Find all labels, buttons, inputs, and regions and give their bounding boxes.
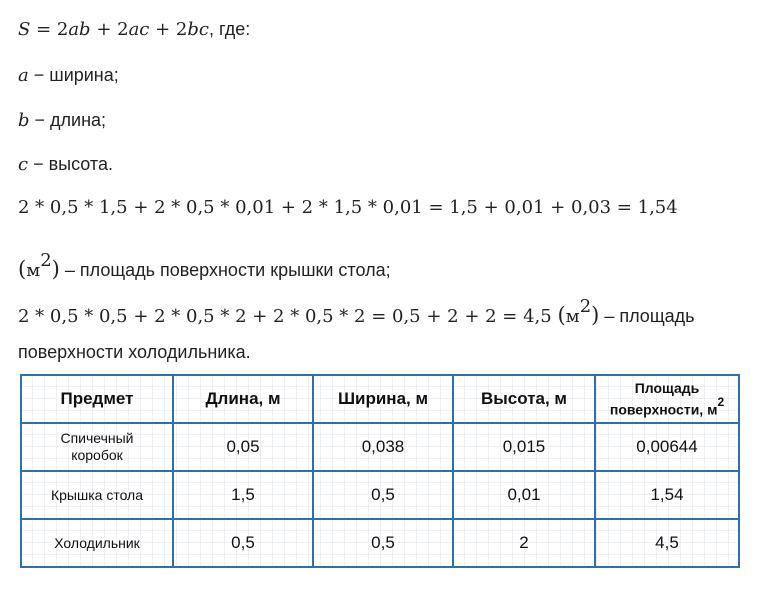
cell-name bbox=[21, 423, 173, 471]
var-b: b bbox=[18, 110, 30, 131]
table-header-row bbox=[21, 375, 739, 423]
cell-area: 0,00644 bbox=[595, 423, 739, 471]
header-height: Высота, м bbox=[453, 375, 595, 423]
cell-area: 1,54 bbox=[595, 471, 739, 519]
table-row bbox=[21, 423, 739, 471]
var-a: a bbox=[18, 65, 29, 86]
cell-name-line1: Спичечный bbox=[60, 430, 134, 446]
cell-name: Крышка стола bbox=[21, 471, 173, 519]
data-table-wrapper bbox=[20, 374, 738, 568]
def-a-text: − ширина; bbox=[28, 65, 119, 85]
calc-table-top: 2 * 0,5 * 1,5 + 2 * 0,5 * 0,01 + 2 * 1,5 * 0,01 = 1,5 + 0,01 + 0,03 = 1,54 bbox=[18, 197, 678, 218]
unit-exp: 2 bbox=[40, 250, 52, 271]
header-area bbox=[595, 375, 739, 423]
header-width: Ширина, м bbox=[313, 375, 453, 423]
cell-length: 0,5 bbox=[173, 519, 313, 567]
cell-width: 0,038 bbox=[313, 423, 453, 471]
unit-line-text: – площадь поверхности крышки стола; bbox=[59, 260, 391, 280]
data-table bbox=[20, 374, 740, 568]
var-ac: ac bbox=[128, 19, 150, 40]
calc-fridge-text: – площадь bbox=[599, 306, 695, 326]
cell-name-line2: коробок bbox=[71, 447, 123, 463]
cell-height: 0,01 bbox=[453, 471, 595, 519]
unit-m-2: м bbox=[565, 306, 580, 327]
paren-close-2: ) bbox=[591, 303, 600, 327]
header-area-line1: Площадь bbox=[634, 379, 700, 396]
header-area-line2: поверхности, м bbox=[609, 401, 718, 418]
formula-eq: = 2 bbox=[30, 19, 69, 40]
calc-fridge-continuation: поверхности холодильника. bbox=[18, 342, 251, 362]
cell-width: 0,5 bbox=[313, 471, 453, 519]
cell-height: 0,015 bbox=[453, 423, 595, 471]
paren-open: ( bbox=[18, 257, 27, 281]
def-c-line bbox=[18, 152, 113, 177]
cell-area: 4,5 bbox=[595, 519, 739, 567]
def-a-line bbox=[18, 63, 119, 88]
def-b-text: − длина; bbox=[29, 110, 107, 130]
formula-plus-2: + 2 bbox=[149, 19, 188, 40]
paren-open-2: ( bbox=[557, 303, 566, 327]
formula-plus-1: + 2 bbox=[90, 19, 129, 40]
header-area-exp: 2 bbox=[717, 394, 725, 409]
unit-line-table-top bbox=[18, 252, 391, 283]
var-ab: ab bbox=[68, 19, 91, 40]
var-s: S bbox=[18, 19, 31, 40]
table-row bbox=[21, 519, 739, 567]
header-length: Длина, м bbox=[173, 375, 313, 423]
formula-tail: , где: bbox=[208, 19, 251, 39]
formula-line bbox=[18, 17, 250, 42]
var-bc: bc bbox=[187, 19, 209, 40]
cell-width: 0,5 bbox=[313, 519, 453, 567]
cell-name: Холодильник bbox=[21, 519, 173, 567]
unit-exp-2: 2 bbox=[579, 296, 592, 317]
header-item: Предмет bbox=[21, 375, 173, 423]
cell-length: 1,5 bbox=[173, 471, 313, 519]
def-b-line bbox=[18, 108, 106, 133]
unit-m: м bbox=[26, 260, 41, 281]
calc-fridge bbox=[18, 298, 695, 329]
cell-length: 0,05 bbox=[173, 423, 313, 471]
paren-close: ) bbox=[51, 257, 60, 281]
table-row bbox=[21, 471, 739, 519]
var-c: c bbox=[18, 154, 29, 175]
def-c-text: − высота. bbox=[28, 154, 113, 174]
cell-height: 2 bbox=[453, 519, 595, 567]
calc-fridge-expr: 2 * 0,5 * 0,5 + 2 * 0,5 * 2 + 2 * 0,5 * 2 = 0,5 + 2 + 2 = 4,5 bbox=[18, 306, 558, 327]
